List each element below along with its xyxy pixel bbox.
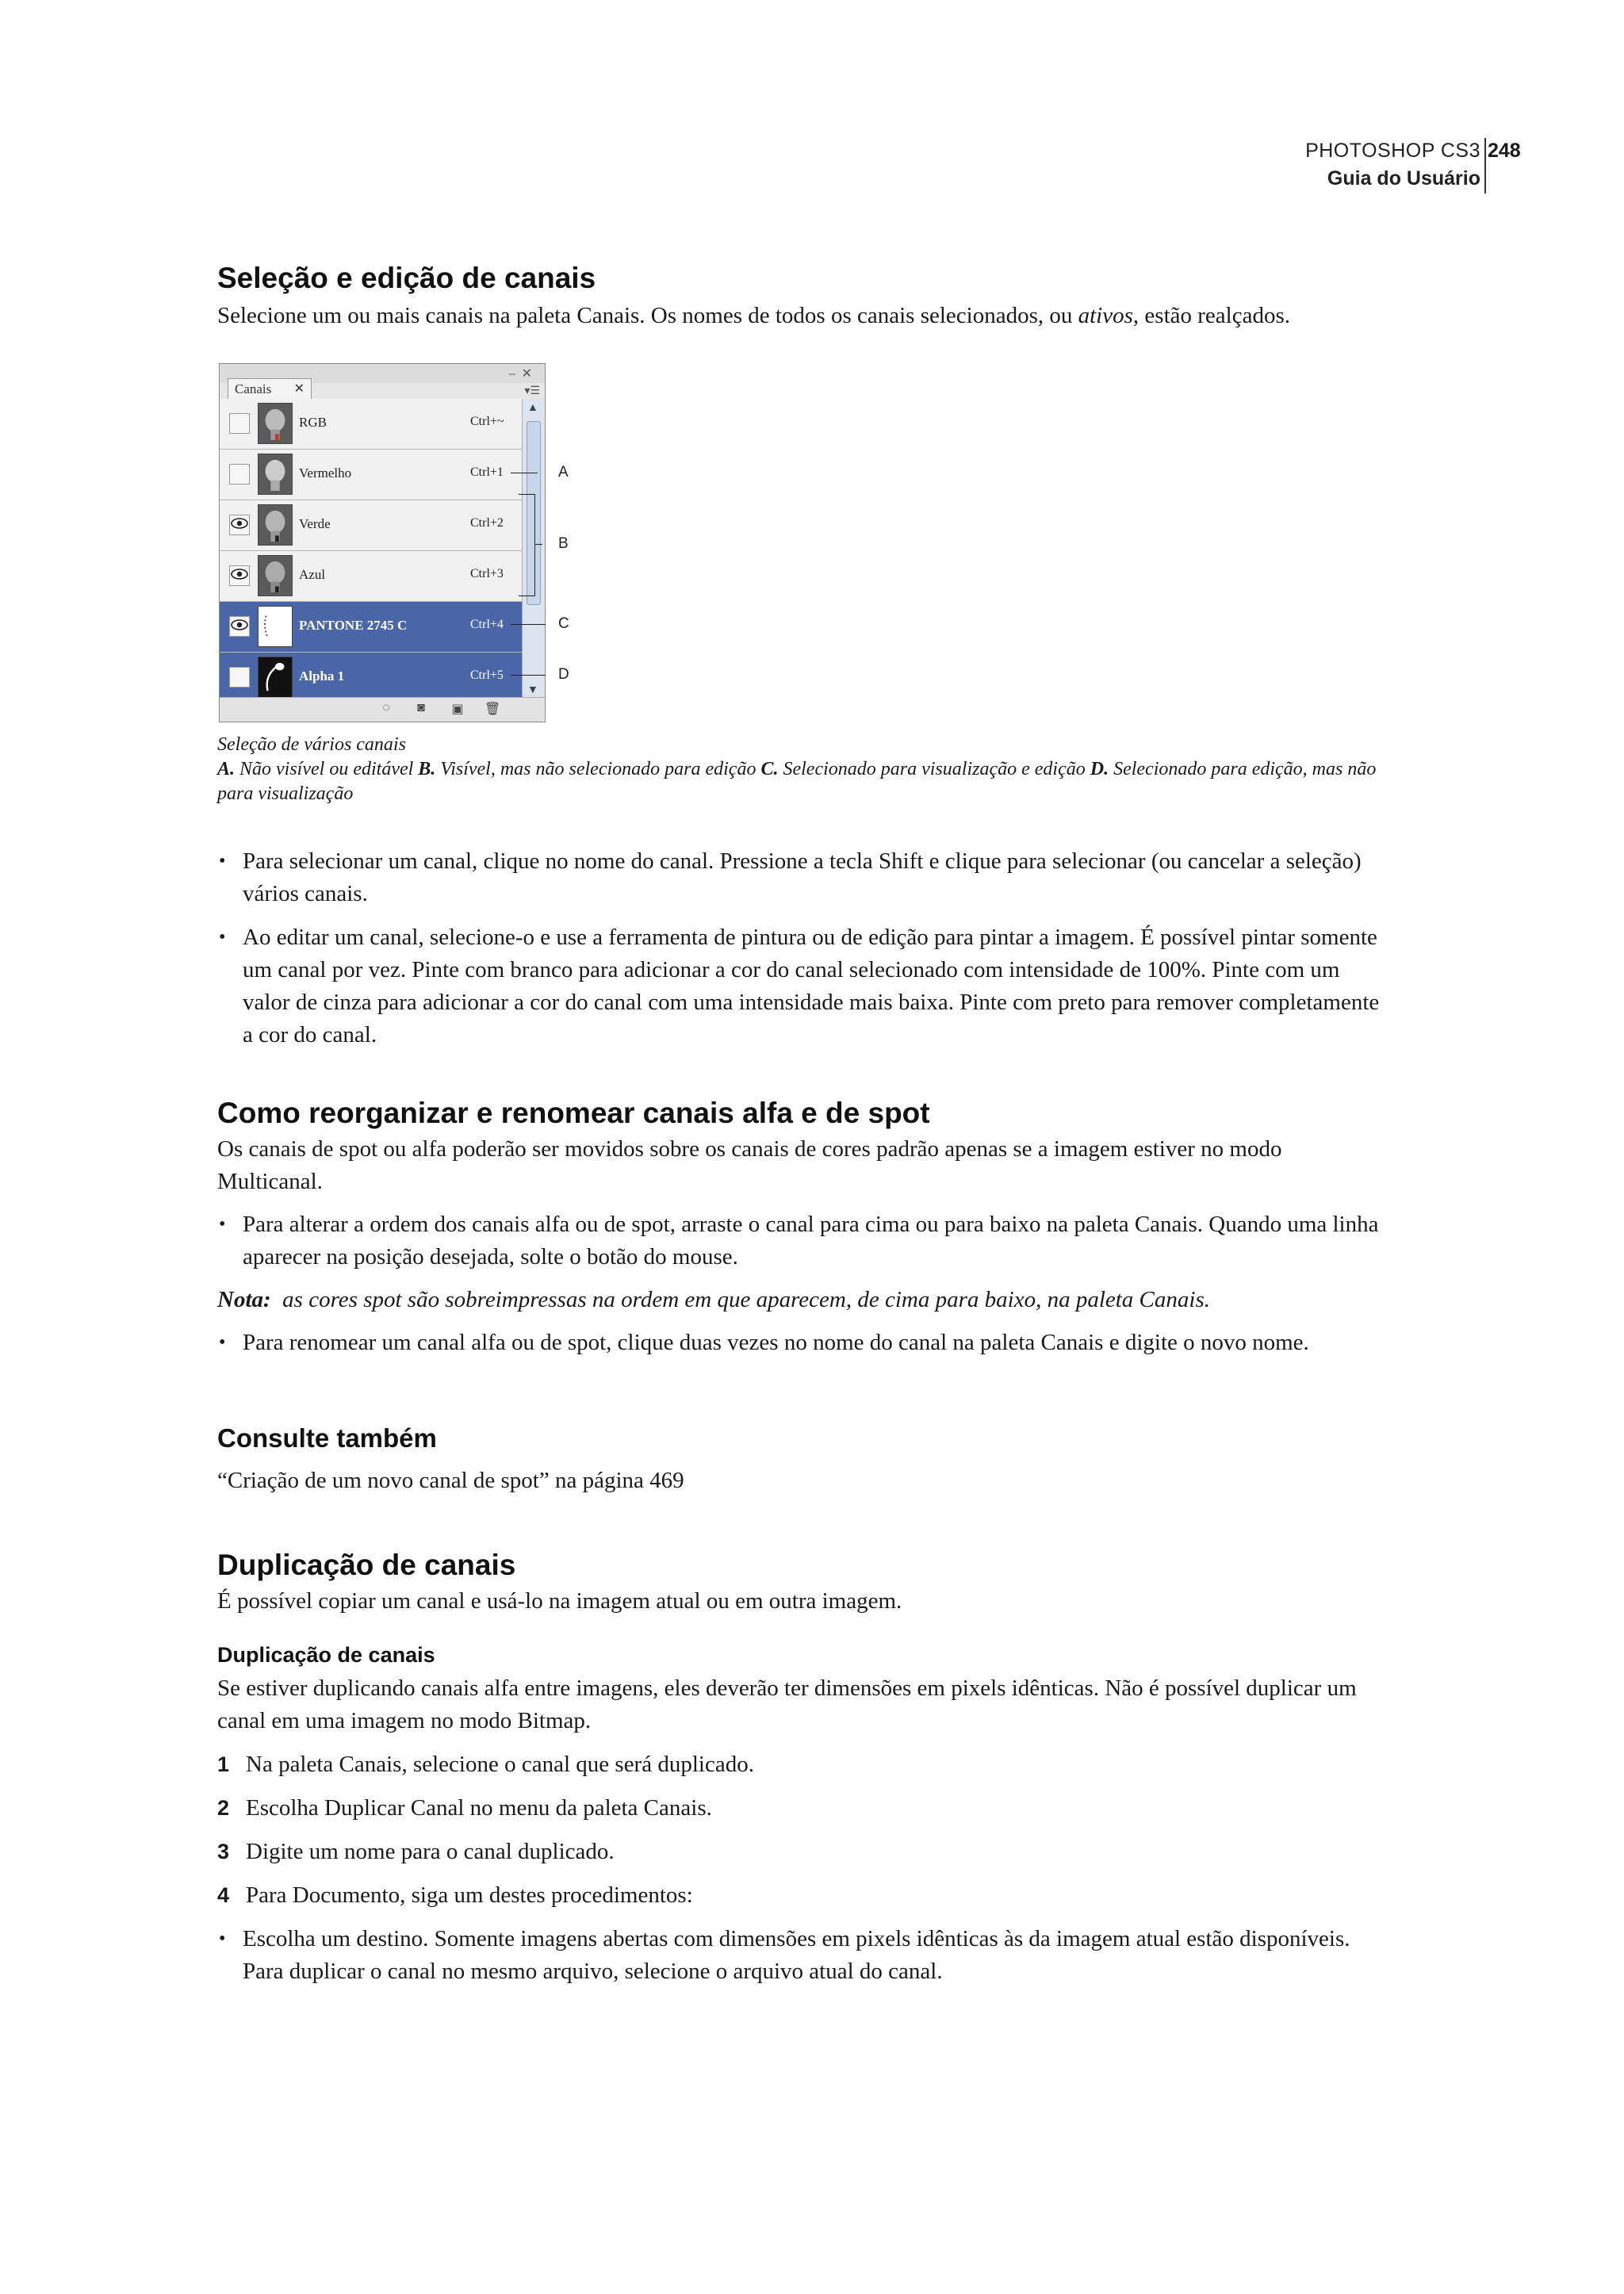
callout-a: A [558,464,569,481]
page-number: 248 [1488,140,1521,162]
scroll-up-icon[interactable]: ▲ [527,402,538,414]
callout-line-b [534,544,542,545]
eye-icon[interactable] [231,569,248,580]
channel-thumbnail [258,555,293,596]
channel-thumbnail [258,606,293,647]
channel-thumbnail [258,403,293,444]
load-selection-icon[interactable]: ◌ [382,701,390,714]
caption-title: Seleção de vários canais [217,734,406,755]
channel-shortcut: Ctrl+4 [470,618,504,631]
channel-name: RGB [299,415,327,430]
section-heading: Duplicação de canais [217,1549,516,1581]
subsection-heading: Duplicação de canais [217,1643,435,1667]
channel-name: Verde [299,516,331,531]
subsection-intro: Se estiver duplicando canais alfa entre imagens, eles deverão ter dimensões em pixels idênticas. Não é possível duplicar um canal em uma imagem no modo Bitmap. [217,1676,1357,1733]
see-also-heading: Consulte também [217,1423,437,1453]
section-intro: Os canais de spot ou alfa poderão ser movidos sobre os canais de cores padrão apenas se a imagem estiver no modo Multicanal. [217,1136,1282,1194]
channel-row-alpha[interactable] [220,653,523,703]
channel-shortcut: Ctrl+5 [470,668,504,682]
section-intro: Selecione um ou mais canais na paleta Canais. Os nomes de todos os canais selecionados, ou ativos, estão realçados. [217,303,1290,328]
section-reorganize [217,1097,1391,1359]
section-duplicate [217,1549,1391,1988]
channel-row-vermelho[interactable] [220,450,523,500]
window-buttons-icon[interactable]: –✕ [508,367,538,381]
section-heading: Como reorganizar e renomear canais alfa e de spot [217,1097,930,1129]
step-item: 2 Escolha Duplicar Canal no menu da paleta Canais. [217,1795,712,1821]
channel-shortcut: Ctrl+3 [470,567,504,580]
channel-thumbnail [258,657,293,698]
running-header [1189,138,1521,193]
list-item: • Ao editar um canal, selecione-o e use a ferramenta de pintura ou de edição para pintar a imagem. É possível pintar somente um canal por vez. Pinte com branco para adicionar a cor do canal selecionado com intensidade de 100%. Pinte com um valor de cinza para adicionar a cor do canal com uma intensidade mais baixa. Pinte com preto para remover completamente a cor do canal. [217,921,1391,1051]
channel-shortcut: Ctrl+~ [470,415,504,428]
list-item: • Escolha um destino. Somente imagens abertas com dimensões em pixels idênticas às da imagem atual estão disponíveis. Para duplicar o canal no mesmo arquivo, selecione o arquivo atual do canal. [217,1923,1391,1988]
eye-icon[interactable] [231,619,248,630]
step-item: 1 Na paleta Canais, selecione o canal que será duplicado. [217,1752,754,1777]
visibility-toggle[interactable] [229,413,250,434]
callout-b: B [558,535,569,552]
header-title: PHOTOSHOP CS3 [1305,140,1480,162]
new-channel-icon[interactable]: ▣ [451,703,464,716]
selection-bullets [217,845,1391,1051]
list-item: • Para selecionar um canal, clique no nome do canal. Pressione a tecla Shift e clique para selecionar (ou cancelar a seleção) vários canais. [217,845,1391,910]
channel-thumbnail [258,454,293,495]
close-icon[interactable]: ✕ [293,382,304,396]
caption-legend: A. Não visível ou editável B. Visível, mas não selecionado para edição C. Selecionado para visualização e edição D. Selecionado para edição, mas não para visualização [217,759,1377,804]
channel-row-verde[interactable] [220,500,523,551]
channel-name: Alpha 1 [299,668,345,684]
channel-name: Azul [299,567,326,582]
callout-c: C [558,615,569,632]
list-item: • Para alterar a ordem dos canais alfa ou de spot, arraste o canal para cima ou para baixo na paleta Canais. Quando uma linha aparecer na posição desejada, solte o botão do mouse. [217,1208,1391,1273]
channel-name: Vermelho [299,465,352,481]
scroll-down-icon[interactable]: ▼ [527,684,538,696]
visibility-toggle[interactable] [229,667,250,687]
callout-bracket-b [519,494,535,596]
channel-name: PANTONE 2745 C [299,618,408,633]
section-intro: É possível copiar um canal e usá-lo na imagem atual ou em outra imagem. [217,1588,902,1614]
see-also [217,1423,1391,1497]
channel-thumbnail [258,504,293,546]
figure-caption [217,733,1399,806]
trash-icon[interactable]: 🗑 [485,703,501,716]
see-also-link[interactable]: “Criação de um novo canal de spot” na página 469 [217,1468,684,1493]
save-selection-icon[interactable]: ◙ [417,701,425,714]
panel-tab[interactable]: Canais ✕ [228,378,312,399]
callout-line-c [511,624,546,625]
channel-row-rgb[interactable] [220,399,523,450]
channel-row-pantone[interactable] [220,602,523,653]
section-heading: Seleção e edição de canais [217,262,596,294]
channels-panel-figure [217,363,582,728]
channels-panel[interactable] [219,363,546,722]
header-subtitle: Guia do Usuário [1327,167,1480,190]
channel-list [220,399,523,703]
channel-shortcut: Ctrl+1 [470,465,504,479]
step-item: 3 Digite um nome para o canal duplicado. [217,1839,615,1864]
callout-line-d [511,675,546,676]
channel-shortcut: Ctrl+2 [470,516,504,530]
eye-icon[interactable] [231,518,248,529]
callout-d: D [558,666,569,683]
note: Nota: as cores spot são sobreimpressas na ordem em que aparecem, de cima para baixo, na paleta Canais. [217,1287,1210,1312]
list-item: • Para renomear um canal alfa ou de spot, clique duas vezes no nome do canal na paleta Canais e digite o novo nome. [217,1327,1391,1359]
section-selection [217,262,1391,332]
panel-bottom-toolbar [220,697,545,722]
step-item: 4 Para Documento, siga um destes procedimentos: [217,1882,693,1908]
channel-row-azul[interactable] [220,551,523,602]
visibility-toggle[interactable] [229,464,250,484]
panel-menu-icon[interactable]: ▾☰ [524,385,540,397]
header-divider [1484,138,1486,193]
